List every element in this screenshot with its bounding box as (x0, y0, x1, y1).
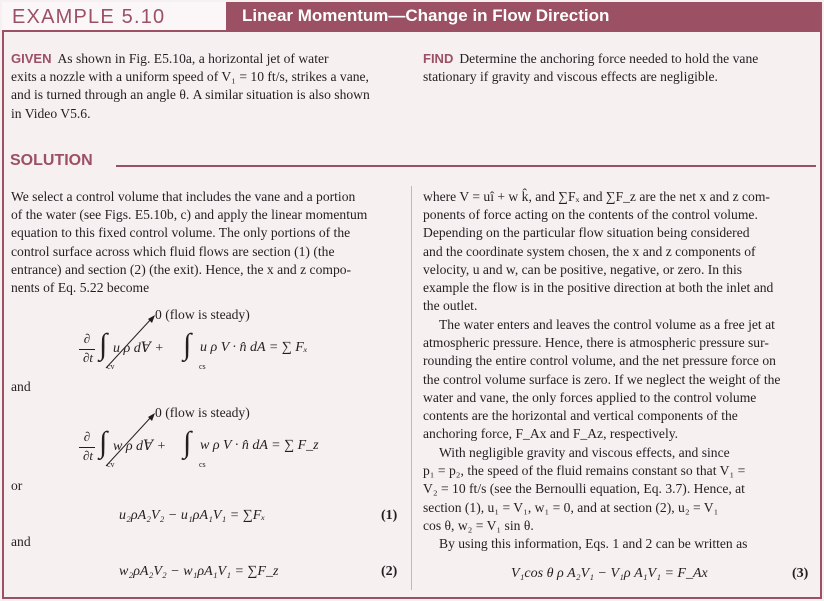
given-keyword: GIVEN (11, 51, 52, 66)
solution-right-p3: With negligible gravity and viscous effects, and since p₁ = p₂, the speed of the fluid remains constant so that V₁ = V₂ = 10 ft/s (see the Bernoulli equation, Eq. 3.7). Hence, at section (1), u₁ = V₁, w₁ = 0, and at section (2), u₂ = V₁ cos θ, w₂ = V₁ sin θ. (423, 445, 746, 533)
steady-note-z: 0 (flow is steady) (155, 405, 250, 420)
given-line: exits a nozzle with a uniform speed of V₁ = 10 ft/s, strikes a vane, (11, 69, 369, 85)
example-label: EXAMPLE 5.10 (12, 6, 166, 28)
eq-x-volume: u ρ dⱯ + (113, 341, 164, 356)
cs-label-z: cs (199, 460, 206, 469)
and-word-1: and (11, 379, 31, 394)
given-paragraph (11, 50, 400, 123)
ddt-bottom-z: ∂t (82, 448, 94, 463)
and-word-2: and (11, 534, 31, 549)
equation-1-number: (1) (381, 508, 398, 523)
solution-right-p4: By using this information, Eqs. 1 and 2 can be written as (439, 536, 748, 551)
solution-rule (116, 165, 816, 167)
equation-2: w₂ρA₂V₂ − w₁ρA₁V₁ = ∑F_z (119, 564, 279, 579)
ddt-top-x: ∂ (83, 331, 91, 346)
integral-cv-z: ∫ (99, 426, 108, 459)
find-line: FIND Determine the anchoring force needed to hold the vane (423, 51, 759, 66)
find-keyword: FIND (423, 51, 454, 66)
cv-label-z: cv (107, 460, 115, 469)
eq-x-surface: u ρ V · n̂ dA = ∑ Fₓ (200, 340, 308, 355)
ddt-top-z: ∂ (83, 429, 91, 444)
cs-label-x: cs (199, 362, 206, 371)
eq-z-volume: w ρ dⱯ + (113, 439, 167, 454)
example-label-box (2, 2, 228, 32)
equation-3: V₁cos θ ρ A₂V₁ − V₁ρ A₁V₁ = F_Ax (511, 566, 708, 581)
equation-1: u₂ρA₂V₂ − u₁ρA₁V₁ = ∑Fₓ (119, 508, 266, 523)
column-divider (411, 186, 412, 590)
given-line: and is turned through an angle θ. A similar situation is also shown (11, 87, 370, 103)
or-word: or (11, 478, 23, 493)
equation-2-number: (2) (381, 564, 398, 579)
solution-right-p1: where V = uî + w k̂, and ∑Fₓ and ∑F_z are the net x and z com- ponents of force acting on the contents of the control volume. Depending on the particular flow situation being considered and the coordinate system chosen, the x and z components of velocity, u and w, can be positive, negative, or zero. In this example the flow is in the positive direction at both the inlet and the outlet. (423, 189, 774, 314)
find-line: stationary if gravity and viscous effects are negligible. (423, 69, 718, 85)
ddt-bottom-x: ∂t (82, 350, 94, 365)
integral-cs-x: ∫ (183, 328, 192, 361)
find-paragraph (423, 50, 815, 86)
cv-label-x: cv (107, 362, 115, 371)
given-line: GIVEN As shown in Fig. E5.10a, a horizontal jet of water (11, 51, 329, 66)
integral-cs-z: ∫ (183, 426, 192, 459)
eq-z-surface: w ρ V · n̂ dA = ∑ F_z (200, 438, 319, 453)
solution-left-intro: We select a control volume that includes the vane and a portion of the water (see Figs. E5.10b, c) and apply the linear momentum equation to this fixed control volume. The only portions of the control surface across which fluid flows are section (1) (the entrance) and section (2) (the exit). Hence, the x and z compo- nents of Eq. 5.22 become (11, 189, 368, 296)
example-title: Linear Momentum—Change in Flow Direction (242, 6, 610, 25)
steady-note-x: 0 (flow is steady) (155, 307, 250, 322)
integral-cv-x: ∫ (99, 328, 108, 361)
given-line: in Video V5.6. (11, 105, 91, 121)
solution-right-p2: The water enters and leaves the control volume as a free jet at atmospheric pressure. Hence, there is atmospheric pressure sur- rounding the entire control volume, and the net pressure force on the control volume surface is zero. If we neglect the weight of the water and vane, the only forces applied to the control volume contents are the horizontal and vertical components of the anchoring force, F_Ax and F_Az, respectively. (423, 317, 781, 442)
solution-heading: SOLUTION (10, 152, 93, 169)
equation-3-number: (3) (792, 566, 809, 581)
